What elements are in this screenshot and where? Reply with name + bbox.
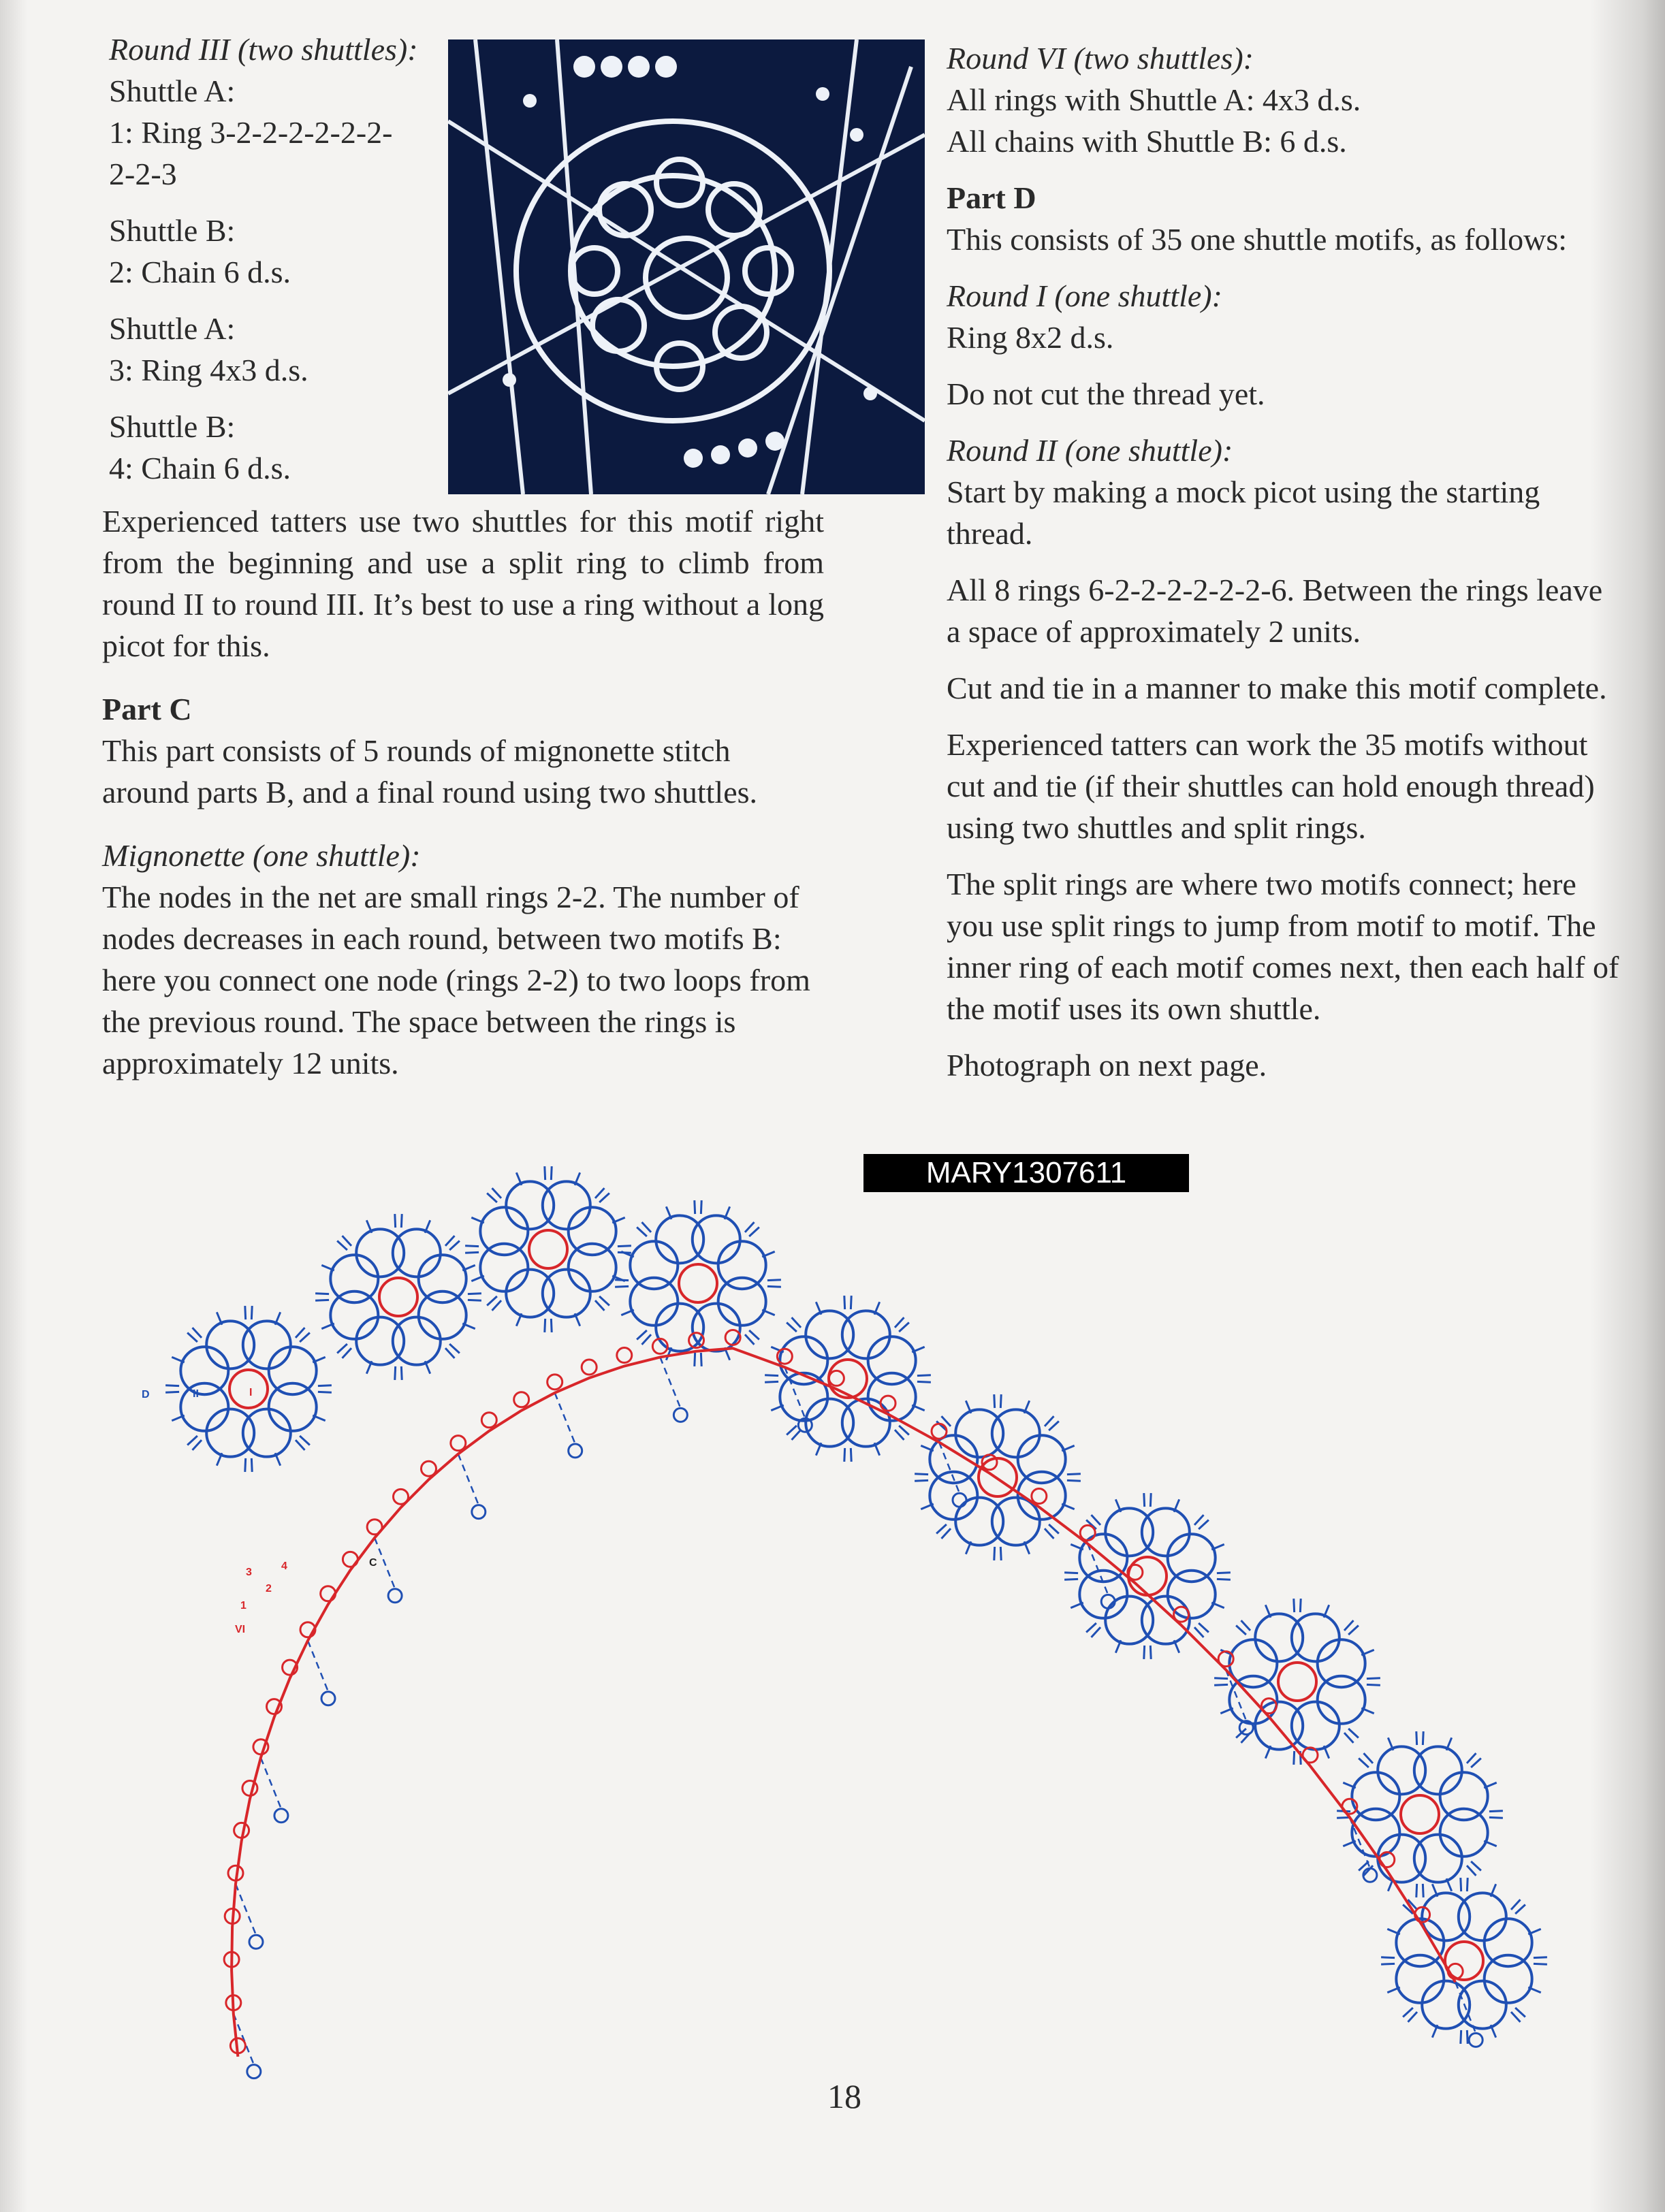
net-thread xyxy=(308,1641,328,1692)
motif-picot xyxy=(1000,1394,1001,1408)
chain-ring xyxy=(367,1520,382,1535)
net-thread xyxy=(555,1393,575,1444)
motif-picot xyxy=(449,1240,460,1250)
motif-picot xyxy=(192,1328,202,1338)
photograph-note: Photograph on next page. xyxy=(947,1048,1267,1083)
motif-picot xyxy=(342,1348,351,1358)
motif-picot xyxy=(1194,1627,1204,1637)
tatting-motif xyxy=(465,1166,631,1332)
motif-picot xyxy=(296,1328,305,1338)
motif-ring xyxy=(1396,1955,1444,2003)
motif-picot xyxy=(917,1375,931,1376)
chain-ring xyxy=(481,1413,496,1428)
motif-picot xyxy=(300,1436,310,1445)
motif-ring xyxy=(393,1317,441,1365)
motif-ring xyxy=(393,1229,441,1277)
motif-picot xyxy=(1091,1515,1100,1525)
motif-picot xyxy=(1067,1480,1081,1481)
motif-picot xyxy=(765,1381,778,1382)
motif-ring xyxy=(269,1383,317,1431)
mignonette-heading: Mignonette (one shuttle): xyxy=(102,838,421,873)
motif-ring xyxy=(1105,1508,1153,1556)
motif-picot xyxy=(1049,1524,1059,1534)
motif-picot xyxy=(595,1188,605,1198)
motif-picot xyxy=(1363,1753,1373,1763)
tatting-motif xyxy=(615,1200,781,1366)
motif-picot xyxy=(395,1214,396,1228)
motif-picot xyxy=(1199,1623,1209,1633)
tatting-diagram xyxy=(116,1117,1553,2097)
motif-ring xyxy=(1414,1835,1462,1882)
motif-picot xyxy=(844,1296,845,1309)
motif-picot xyxy=(765,1375,778,1376)
motif-picot xyxy=(245,1458,246,1472)
net-node xyxy=(388,1589,402,1603)
motif-picot xyxy=(895,1317,904,1328)
motif-picot xyxy=(445,1348,455,1358)
motif-picot xyxy=(994,1547,995,1560)
motif-picot xyxy=(791,1430,801,1440)
motif-ring xyxy=(206,1409,254,1457)
motif-picot xyxy=(1064,1579,1078,1580)
motif-picot xyxy=(251,1306,252,1319)
diagram-labels xyxy=(142,1387,377,1635)
lace-photo xyxy=(448,39,925,494)
motif-ring xyxy=(693,1215,740,1263)
motif-ring xyxy=(543,1181,590,1229)
chain-ring xyxy=(394,1489,409,1504)
motif-ring xyxy=(1378,1746,1425,1794)
motif-ring xyxy=(718,1278,766,1326)
motif-ring xyxy=(1440,1772,1488,1820)
tatting-motif xyxy=(1214,1599,1380,1765)
motif-picot xyxy=(1194,1515,1204,1525)
motif-ring xyxy=(1142,1597,1190,1644)
tatting-motif xyxy=(1064,1493,1231,1659)
motif-picot xyxy=(1241,1620,1250,1631)
motif-picot xyxy=(637,1227,647,1236)
chain-ring xyxy=(253,1740,268,1754)
mignonette-net-layer xyxy=(234,1357,1482,2078)
net-node xyxy=(569,1444,582,1458)
motif-picot xyxy=(192,1440,202,1450)
motif-picot xyxy=(749,1330,759,1340)
motif-picot xyxy=(245,1306,246,1319)
motif-picot xyxy=(915,1480,928,1481)
motif-picot xyxy=(1214,1678,1228,1679)
motif-picot xyxy=(318,1385,332,1386)
chain-ring xyxy=(617,1348,632,1363)
motif-layer xyxy=(165,1166,1547,2044)
net-node xyxy=(1469,2033,1482,2047)
motif-picot xyxy=(401,1214,402,1228)
motif-ring xyxy=(480,1244,528,1292)
motif-picot xyxy=(1471,1861,1481,1871)
motif-picot xyxy=(1359,1758,1369,1767)
motif-picot xyxy=(791,1317,801,1328)
round6-rings-instruction: All rings with Shuttle A: 4x3 d.s. xyxy=(947,82,1361,117)
motif-picot xyxy=(615,1280,629,1281)
label-d: D xyxy=(142,1389,150,1400)
motif-picot xyxy=(767,1286,781,1287)
motif-ring xyxy=(1378,1835,1425,1882)
net-node xyxy=(472,1505,486,1519)
part-c-paragraph: This part consists of 5 rounds of mignonette stitch around parts B, and a final round using two shuttles. xyxy=(102,733,758,810)
net-thread xyxy=(660,1357,680,1408)
chain-ring xyxy=(881,1396,895,1411)
motif-picot xyxy=(637,1330,647,1340)
round2-heading: Round II (one shuttle): xyxy=(947,433,1233,468)
net-node xyxy=(321,1692,335,1705)
motif-picot xyxy=(767,1280,781,1281)
motif-ring xyxy=(842,1399,890,1447)
label-step-1: 1 xyxy=(240,1600,247,1612)
motif-ring xyxy=(1422,1981,1470,2029)
chain-ring xyxy=(829,1371,844,1385)
motif-picot xyxy=(1049,1421,1059,1430)
motif-picot xyxy=(1511,2012,1521,2022)
experienced-motifs-paragraph: Experienced tatters can work the 35 motifs without cut and tie (if their shuttles can hold enough thread) using two shuttles and split rings. xyxy=(947,727,1595,845)
cut-tie-paragraph: Cut and tie in a manner to make this motif complete. xyxy=(947,671,1607,705)
motif-ring xyxy=(1459,1981,1506,2029)
motif-picot xyxy=(337,1240,347,1250)
chain-ring xyxy=(1032,1489,1047,1504)
motif-picot xyxy=(994,1394,995,1408)
ring3-instruction: 3: Ring 4x3 d.s. xyxy=(109,353,308,387)
ring1-instruction-line2: 2-2-3 xyxy=(109,157,177,191)
stock-id-label: MARY1307611 xyxy=(863,1154,1189,1192)
motif-picot xyxy=(1091,1627,1100,1637)
motif-ring xyxy=(992,1498,1040,1545)
chain-ring xyxy=(242,1781,257,1796)
net-node xyxy=(953,1493,966,1507)
net-thread xyxy=(261,1758,281,1809)
motif-picot xyxy=(1403,2008,1413,2017)
net-node xyxy=(274,1809,288,1823)
chain-ring xyxy=(343,1552,358,1567)
motif-ring xyxy=(1292,1614,1339,1661)
motif-picot xyxy=(641,1334,651,1345)
chain-ring xyxy=(1080,1525,1095,1540)
motif-picot xyxy=(1045,1416,1054,1426)
motif-picot xyxy=(401,1366,402,1380)
motif-picot xyxy=(1236,1625,1246,1635)
mignonette-paragraph: The nodes in the net are small rings 2-2. The number of nodes decreases in each round, between two motifs B: here you connect one node (rings 2-2) to two loops from the previous round. The space between the rings is approximately 12 units. xyxy=(102,880,810,1080)
chain-ring xyxy=(1174,1607,1189,1622)
motif-ring xyxy=(1459,1893,1506,1940)
motif-picot xyxy=(1344,1733,1354,1743)
round1-heading: Round I (one shuttle): xyxy=(947,278,1222,313)
motif-ring xyxy=(955,1498,1003,1545)
motif-ring xyxy=(1079,1571,1127,1618)
page-number: 18 xyxy=(827,2077,861,2115)
shuttle-b-label: Shuttle B: xyxy=(109,213,236,248)
split-rings-paragraph: The split rings are where two motifs connect; here you use split rings to jump from motif to motif. The inner ring of each motif comes next, then each half of the motif uses its own shuttle. xyxy=(947,867,1619,1026)
motif-picot xyxy=(1416,1731,1417,1745)
part-d-heading: Part D xyxy=(947,180,1036,215)
ring1-instruction-line1: 1: Ring 3-2-2-2-2-2-2- xyxy=(109,115,393,150)
net-node xyxy=(247,2065,261,2079)
motif-ring xyxy=(806,1311,853,1358)
motif-picot xyxy=(1294,1599,1295,1612)
motif-picot xyxy=(487,1193,497,1202)
motif-picot xyxy=(165,1385,179,1386)
motif-ring xyxy=(1414,1746,1462,1794)
motif-picot xyxy=(1217,1579,1231,1580)
motif-picot xyxy=(187,1436,197,1445)
tatting-motif xyxy=(165,1306,332,1472)
motif-center-ring xyxy=(829,1360,867,1398)
motif-picot xyxy=(1489,1817,1503,1818)
motif-picot xyxy=(1534,1957,1547,1958)
motif-picot xyxy=(1214,1684,1228,1685)
motif-ring xyxy=(180,1383,228,1431)
motif-picot xyxy=(337,1344,347,1353)
motif-picot xyxy=(465,1246,479,1247)
motif-picot xyxy=(551,1166,552,1180)
motif-ring xyxy=(630,1241,678,1289)
motif-ring xyxy=(806,1399,853,1447)
right-column xyxy=(947,37,1621,1086)
motif-picot xyxy=(465,1252,479,1253)
net-thread xyxy=(236,1884,256,1935)
round1-instruction: Ring 8x2 d.s. xyxy=(947,320,1114,355)
motif-picot xyxy=(1471,1758,1481,1767)
chain-ring xyxy=(582,1360,597,1375)
motif-center-ring xyxy=(229,1370,268,1408)
motif-picot xyxy=(618,1246,631,1247)
motif-picot xyxy=(1348,1625,1359,1635)
page-gutter-shade xyxy=(0,0,27,2212)
motif-ring xyxy=(1396,1919,1444,1966)
left-column-top xyxy=(109,29,449,489)
part-c-heading: Part C xyxy=(102,692,192,726)
motif-picot xyxy=(492,1188,501,1198)
motif-ring xyxy=(1168,1534,1216,1582)
chain-ring xyxy=(451,1436,466,1451)
motif-picot xyxy=(899,1426,909,1435)
motif-ring xyxy=(1485,1955,1532,2003)
motif-picot xyxy=(445,1236,455,1246)
motif-picot xyxy=(300,1332,310,1342)
tatting-motif xyxy=(1337,1731,1503,1897)
motif-picot xyxy=(745,1222,755,1232)
motif-ring xyxy=(356,1317,404,1365)
motif-picot xyxy=(641,1222,651,1232)
motif-ring xyxy=(243,1321,291,1368)
motif-ring xyxy=(955,1409,1003,1457)
motif-picot xyxy=(1381,1963,1395,1964)
motif-ring xyxy=(569,1244,616,1292)
chain-ring xyxy=(514,1392,529,1407)
motif-picot xyxy=(599,1296,609,1306)
net-thread xyxy=(458,1454,479,1505)
motif-ring xyxy=(419,1255,466,1302)
motif-ring xyxy=(330,1255,378,1302)
round3-heading: Round III (two shuttles): xyxy=(109,32,418,67)
left-column-bottom xyxy=(102,500,824,1084)
motif-ring xyxy=(1018,1472,1066,1520)
motif-picot xyxy=(449,1344,460,1353)
motif-picot xyxy=(1467,1753,1476,1763)
motif-picot xyxy=(1381,1957,1395,1958)
motif-picot xyxy=(1199,1520,1209,1529)
do-not-cut-note: Do not cut the thread yet. xyxy=(947,376,1265,411)
motif-picot xyxy=(296,1440,305,1450)
motif-picot xyxy=(595,1300,605,1311)
motif-ring xyxy=(842,1311,890,1358)
motif-ring xyxy=(1318,1639,1365,1687)
motif-picot xyxy=(492,1300,501,1311)
motif-picot xyxy=(787,1322,797,1332)
shuttle-b-label-2: Shuttle B: xyxy=(109,409,236,444)
motif-picot xyxy=(487,1296,497,1306)
motif-picot xyxy=(1515,1904,1525,1914)
motif-ring xyxy=(630,1278,678,1326)
chain-ring xyxy=(321,1586,336,1601)
motif-picot xyxy=(1511,1900,1521,1910)
motif-center-ring xyxy=(529,1230,567,1268)
motif-ring xyxy=(330,1292,378,1339)
motif-center-ring xyxy=(1278,1663,1316,1701)
motif-picot xyxy=(1467,1865,1476,1876)
motif-ring xyxy=(1018,1435,1066,1483)
motif-picot xyxy=(749,1227,759,1236)
motif-center-ring xyxy=(1128,1557,1167,1595)
label-step-3: 3 xyxy=(246,1567,252,1578)
round2-paragraph: Start by making a mock picot using the starting thread. xyxy=(947,475,1540,551)
motif-picot xyxy=(1348,1729,1359,1738)
motif-picot xyxy=(936,1524,947,1534)
motif-picot xyxy=(395,1366,396,1380)
motif-picot xyxy=(1300,1599,1301,1612)
motif-ring xyxy=(780,1336,827,1384)
net-node xyxy=(673,1408,687,1422)
label-round-ii: II xyxy=(193,1388,199,1400)
motif-ring xyxy=(1440,1809,1488,1857)
motif-ring xyxy=(269,1347,317,1394)
motif-picot xyxy=(917,1381,931,1382)
rings-paragraph: All 8 rings 6-2-2-2-2-2-2-6. Between the rings leave a space of approximately 2 units. xyxy=(947,573,1603,649)
net-thread xyxy=(375,1538,395,1589)
motif-picot xyxy=(1150,1646,1151,1659)
label-step-4: 4 xyxy=(281,1560,287,1572)
chain-ring xyxy=(421,1461,436,1476)
net-node xyxy=(249,1935,263,1949)
motif-picot xyxy=(1416,1884,1417,1897)
motif-picot xyxy=(1467,2030,1468,2044)
motif-picot xyxy=(1515,2008,1525,2017)
motif-ring xyxy=(180,1347,228,1394)
motif-ring xyxy=(1142,1508,1190,1556)
motif-picot xyxy=(615,1286,629,1287)
motif-ring xyxy=(656,1215,703,1263)
motif-picot xyxy=(1144,1493,1145,1507)
motif-picot xyxy=(844,1448,845,1462)
motif-ring xyxy=(656,1304,703,1351)
motif-picot xyxy=(1367,1678,1380,1679)
motif-picot xyxy=(551,1319,552,1332)
motif-ring xyxy=(480,1207,528,1255)
motif-picot xyxy=(342,1236,351,1246)
motif-ring xyxy=(356,1229,404,1277)
motif-ring xyxy=(506,1270,554,1317)
motif-picot xyxy=(251,1458,252,1472)
motif-center-ring xyxy=(1401,1795,1439,1833)
round6-chains-instruction: All chains with Shuttle B: 6 d.s. xyxy=(947,124,1347,159)
motif-picot xyxy=(1344,1620,1354,1631)
motif-picot xyxy=(941,1528,951,1539)
motif-picot xyxy=(1467,1878,1468,1891)
tatting-motif xyxy=(315,1214,481,1380)
label-c: C xyxy=(369,1557,377,1569)
motif-ring xyxy=(569,1207,616,1255)
motif-ring xyxy=(243,1409,291,1457)
motif-ring xyxy=(1255,1614,1303,1661)
label-step-2: 2 xyxy=(266,1583,272,1594)
label-vi: VI xyxy=(235,1624,246,1635)
motif-ring xyxy=(1105,1597,1153,1644)
motif-picot xyxy=(599,1193,609,1202)
chain2-instruction: 2: Chain 6 d.s. xyxy=(109,255,291,289)
motif-ring xyxy=(206,1321,254,1368)
motif-ring xyxy=(419,1292,466,1339)
motif-center-ring xyxy=(379,1278,417,1316)
motif-ring xyxy=(1292,1702,1339,1750)
motif-picot xyxy=(915,1474,928,1475)
motif-picot xyxy=(1408,2012,1417,2022)
motif-picot xyxy=(1294,1751,1295,1765)
motif-ring xyxy=(506,1181,554,1229)
motif-ring xyxy=(868,1336,916,1384)
chain-ring xyxy=(932,1424,947,1439)
motif-picot xyxy=(1534,1963,1547,1964)
experienced-tatters-paragraph: Experienced tatters use two shuttles for this motif right from the beginning and use a split ring to climb from round II to round III. It’s best to use a ring without a long picot for this. xyxy=(102,504,824,663)
motif-picot xyxy=(1367,1684,1380,1685)
part-d-paragraph: This consists of 35 one shuttle motifs, as follows: xyxy=(947,222,1568,257)
round6-heading: Round VI (two shuttles): xyxy=(947,41,1254,76)
motif-picot xyxy=(1086,1623,1096,1633)
chain-ring xyxy=(548,1375,562,1390)
shuttle-a-label-2: Shuttle A: xyxy=(109,311,236,346)
motif-picot xyxy=(1150,1493,1151,1507)
motif-ring xyxy=(543,1270,590,1317)
motif-picot xyxy=(1045,1528,1054,1539)
motif-ring xyxy=(992,1409,1040,1457)
shuttle-a-label: Shuttle A: xyxy=(109,74,236,108)
motif-picot xyxy=(1000,1547,1001,1560)
motif-picot xyxy=(1489,1811,1503,1812)
motif-picot xyxy=(1144,1646,1145,1659)
motif-center-ring xyxy=(679,1264,717,1302)
chain4-instruction: 4: Chain 6 d.s. xyxy=(109,451,291,485)
motif-ring xyxy=(718,1241,766,1289)
motif-picot xyxy=(745,1334,755,1345)
motif-picot xyxy=(895,1430,904,1440)
motif-ring xyxy=(1318,1676,1365,1724)
label-round-i: I xyxy=(249,1387,253,1398)
motif-picot xyxy=(899,1322,909,1332)
motif-ring xyxy=(1485,1919,1532,1966)
motif-picot xyxy=(787,1426,797,1435)
motif-ring xyxy=(1352,1772,1399,1820)
motif-picot xyxy=(187,1332,197,1342)
lace-photo-illustration xyxy=(448,39,925,494)
motif-picot xyxy=(1067,1474,1081,1475)
